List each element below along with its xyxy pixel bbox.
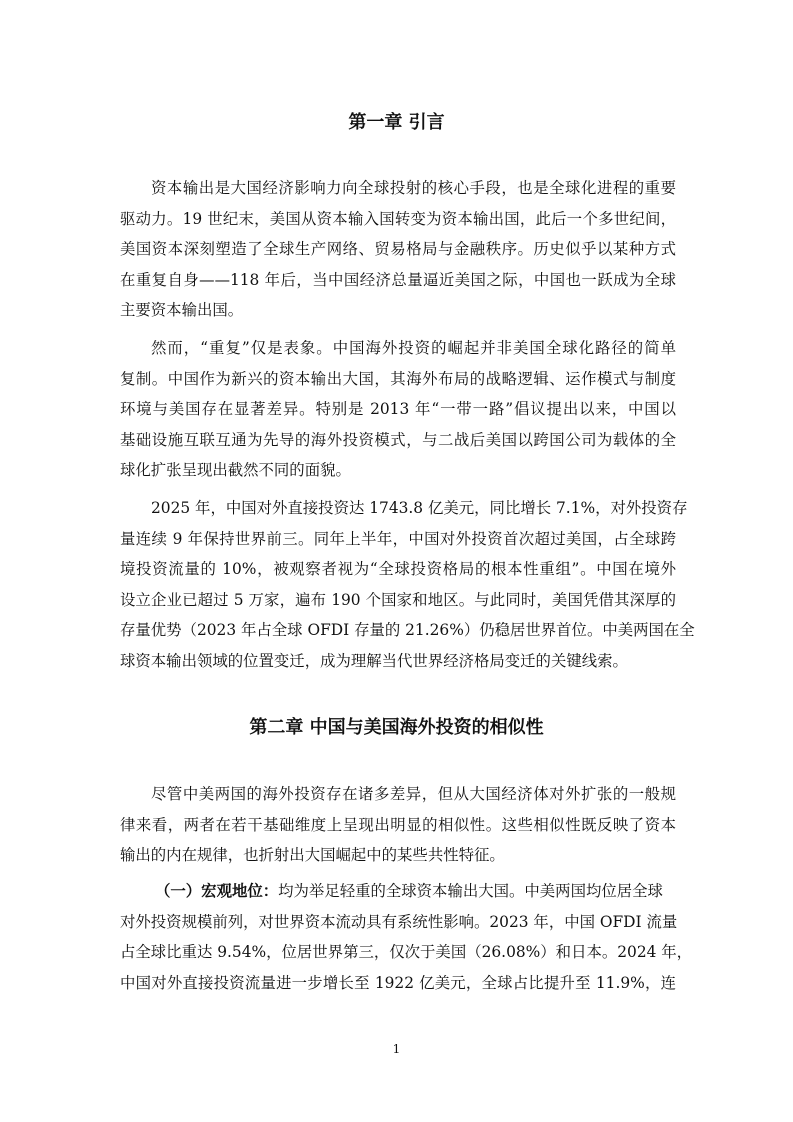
text-line: 输出的内在规律，也折射出大国崛起中的某些共性特征。 — [120, 846, 505, 865]
page-number: 1 — [392, 1042, 401, 1056]
text-line: 资本输出是大国经济影响力向全球投射的核心手段，也是全球化进程的重要 — [151, 179, 676, 197]
chapter2-intro — [120, 779, 676, 871]
text-line: 驱动力。19 世纪末，美国从资本输入国转变为资本输出国，此后一个多世纪间， — [120, 209, 676, 228]
text-line: 占全球比重达 9.54%，位居世界第三，仅次于美国（26.08%）和日本。2024 年， — [120, 943, 693, 962]
text-line: 球化扩张呈现出截然不同的面貌。 — [120, 461, 351, 480]
section-lead-rest: 均为举足轻重的全球资本输出大国。中美两国均位居全球 — [278, 882, 663, 900]
text-line: 复制。中国作为新兴的资本输出大国，其海外布局的战略逻辑、运作模式与制度 — [120, 369, 676, 388]
text-line: 量连续 9 年保持世界前三。同年上半年，中国对外投资首次超过美国，占全球跨 — [120, 529, 676, 548]
chapter2-section-1 — [120, 876, 693, 998]
text-line: 律来看，两者在若干基础维度上呈现出明显的相似性。这些相似性既反映了资本 — [120, 815, 676, 834]
chapter1-paragraph-2 — [120, 333, 676, 486]
chapter1-paragraph-3 — [120, 493, 695, 677]
text-line: 设立企业已超过 5 万家，遍布 190 个国家和地区。与此同时，美国凭借其深厚的 — [120, 590, 676, 609]
text-line: 对外投资规模前列，对世界资本流动具有系统性影响。2023 年，中国 OFDI 流量 — [120, 912, 678, 931]
chapter2-title: 第二章 中国与美国海外投资的相似性 — [249, 717, 544, 738]
text-line: 中国对外直接投资流量进一步增长至 1922 亿美元，全球占比提升至 11.9%，连 — [120, 973, 676, 992]
text-line: 存量优势（2023 年占全球 OFDI 存量的 21.26%）仍稳居世界首位。中美两国在全 — [120, 621, 695, 640]
text-line: 主要资本输出国。 — [120, 301, 244, 320]
text-line: 环境与美国存在显著差异。特别是 2013 年“一带一路”倡议提出以来，中国以 — [120, 400, 676, 419]
text-line: 基础设施互联互通为先导的海外投资模式，与二战后美国以跨国公司为载体的全 — [120, 430, 676, 449]
text-line: 然而，“重复”仅是表象。中国海外投资的崛起并非美国全球化路径的简单 — [151, 339, 676, 357]
text-line: 美国资本深刻塑造了全球生产网络、贸易格局与金融秩序。历史似乎以某种方式 — [120, 240, 676, 259]
chapter1-title: 第一章 引言 — [348, 112, 445, 133]
text-line: 在重复自身——118 年后，当中国经济总量逼近美国之际，中国也一跃成为全球 — [120, 270, 676, 289]
chapter1-paragraph-1 — [120, 173, 676, 326]
text-line: 球资本输出领域的位置变迁，成为理解当代世界经济格局变迁的关键线索。 — [120, 651, 628, 670]
section-lead: （一）宏观地位： — [155, 882, 279, 900]
text-line: 境投资流量的 10%，被观察者视为“全球投资格局的根本性重组”。中国在境外 — [120, 560, 676, 579]
text-line: 尽管中美两国的海外投资存在诸多差异，但从大国经济体对外扩张的一般规 — [151, 785, 676, 803]
text-line: 2025 年，中国对外直接投资达 1743.8 亿美元，同比增长 7.1%，对外投资存 — [151, 499, 688, 517]
section-first-line — [120, 876, 676, 907]
